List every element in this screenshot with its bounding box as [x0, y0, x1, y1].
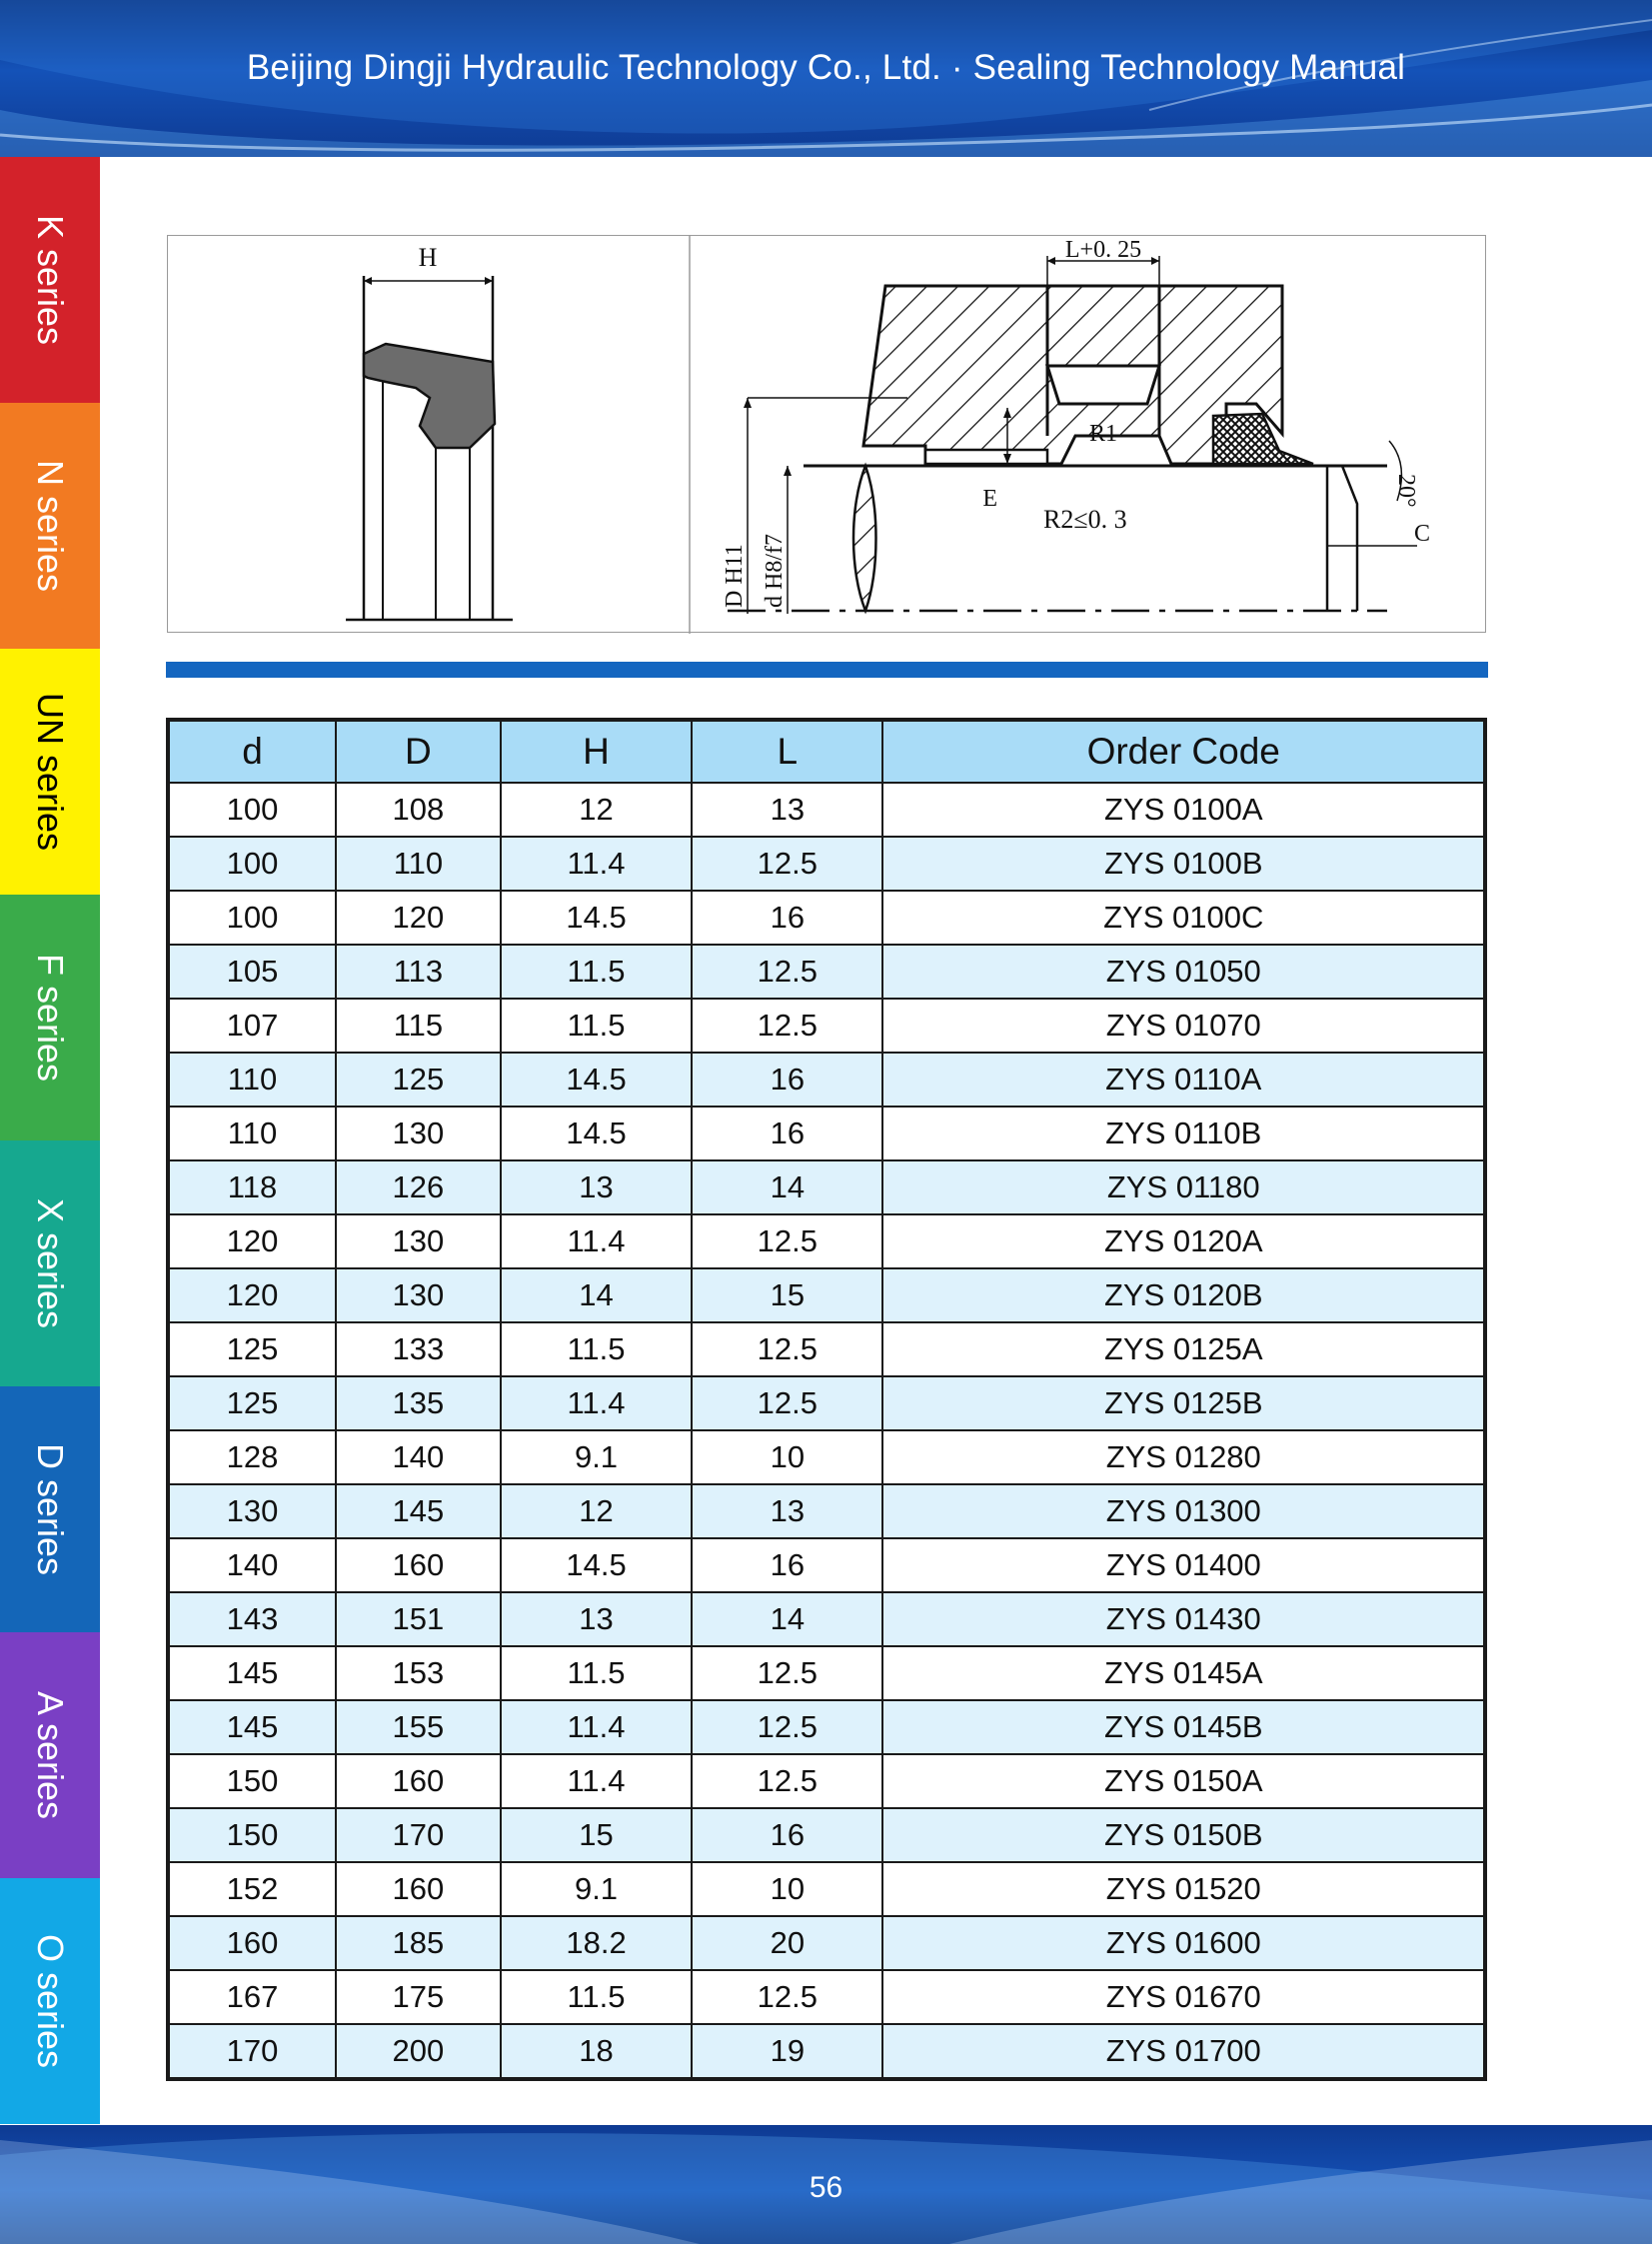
table-row: [168, 1053, 1485, 1107]
table-row: [168, 1808, 1485, 1862]
table-cell: 12: [501, 783, 692, 837]
side-tab-label: D series: [30, 1442, 71, 1576]
table-cell: ZYS 0150B: [882, 1808, 1485, 1862]
table-cell: 170: [168, 2024, 336, 2079]
table-cell: ZYS 01070: [882, 999, 1485, 1053]
table-cell: 11.5: [501, 1322, 692, 1376]
table-cell: 120: [168, 1268, 336, 1322]
size-specification-table: [166, 718, 1487, 2081]
table-cell: 125: [336, 1053, 501, 1107]
table-cell: 113: [336, 945, 501, 999]
table-cell: 153: [336, 1646, 501, 1700]
page-number: 56: [809, 2171, 843, 2204]
table-cell: ZYS 0125B: [882, 1376, 1485, 1430]
table-cell: 167: [168, 1970, 336, 2024]
table-cell: 16: [692, 1538, 882, 1592]
table-cell: 200: [336, 2024, 501, 2079]
table-cell: 130: [336, 1107, 501, 1160]
table-cell: 110: [168, 1053, 336, 1107]
table-cell: 108: [336, 783, 501, 837]
table-row: [168, 1322, 1485, 1376]
table-cell: 145: [168, 1700, 336, 1754]
table-cell: 160: [168, 1916, 336, 1970]
table-row: [168, 1214, 1485, 1268]
column-header-order-code: Order Code: [882, 720, 1485, 783]
table-cell: 11.4: [501, 1376, 692, 1430]
table-cell: 13: [501, 1592, 692, 1646]
table-cell: 12.5: [692, 945, 882, 999]
label-radius2: R2≤0. 3: [1043, 505, 1127, 534]
label-groove-length: L+0. 25: [1064, 237, 1142, 263]
table-cell: 128: [168, 1430, 336, 1484]
seal-profile: [346, 243, 513, 621]
side-tab-k-series[interactable]: [0, 157, 100, 403]
table-cell: 125: [168, 1376, 336, 1430]
side-tab-o-series[interactable]: [0, 1878, 100, 2124]
drawing-svg: [168, 236, 1487, 634]
table-cell: 126: [336, 1160, 501, 1214]
table-cell: ZYS 01700: [882, 2024, 1485, 2079]
table-row: [168, 1592, 1485, 1646]
table-cell: 10: [692, 1862, 882, 1916]
table-cell: ZYS 0145B: [882, 1700, 1485, 1754]
table-cell: 18: [501, 2024, 692, 2079]
table-cell: ZYS 0100A: [882, 783, 1485, 837]
table-row: [168, 1754, 1485, 1808]
table-cell: 13: [692, 783, 882, 837]
side-tab-un-series[interactable]: [0, 649, 100, 895]
side-tab-label: F series: [30, 953, 71, 1083]
table-row: [168, 1916, 1485, 1970]
table-row: [168, 945, 1485, 999]
table-cell: 118: [168, 1160, 336, 1214]
table-cell: ZYS 0125A: [882, 1322, 1485, 1376]
table-row: [168, 1376, 1485, 1430]
table-cell: ZYS 0110A: [882, 1053, 1485, 1107]
table-cell: ZYS 0120B: [882, 1268, 1485, 1322]
table-cell: 125: [168, 1322, 336, 1376]
table-cell: 105: [168, 945, 336, 999]
table-cell: 11.5: [501, 1646, 692, 1700]
column-header-H: H: [501, 720, 692, 783]
side-tab-d-series[interactable]: [0, 1386, 100, 1632]
side-tab-label: UN series: [30, 692, 71, 852]
table-cell: 12.5: [692, 1700, 882, 1754]
table-cell: 12: [501, 1484, 692, 1538]
page-header: [0, 0, 1652, 157]
label-height: H: [418, 243, 438, 272]
seal-groove-drawing: [167, 235, 1486, 633]
side-tab-label: K series: [30, 214, 72, 346]
table-row: [168, 1160, 1485, 1214]
table-cell: 120: [168, 1214, 336, 1268]
table-cell: 130: [168, 1484, 336, 1538]
table-cell: 11.4: [501, 837, 692, 891]
table-cell: 9.1: [501, 1430, 692, 1484]
table-cell: 11.5: [501, 945, 692, 999]
table-cell: 115: [336, 999, 501, 1053]
table-row: [168, 837, 1485, 891]
table-cell: 11.4: [501, 1700, 692, 1754]
table-cell: 9.1: [501, 1862, 692, 1916]
table-cell: 11.5: [501, 999, 692, 1053]
table-cell: 14.5: [501, 1053, 692, 1107]
label-angle: 20°: [1393, 474, 1419, 508]
table-cell: ZYS 01400: [882, 1538, 1485, 1592]
table-row: [168, 1646, 1485, 1700]
table-cell: 16: [692, 1053, 882, 1107]
table-cell: 12.5: [692, 999, 882, 1053]
table-cell: 151: [336, 1592, 501, 1646]
table-cell: 160: [336, 1538, 501, 1592]
table-cell: ZYS 0150A: [882, 1754, 1485, 1808]
series-side-tabs: [0, 157, 100, 2124]
table-row: [168, 1862, 1485, 1916]
table-row: [168, 1484, 1485, 1538]
section-divider-bar: [166, 662, 1488, 678]
table-body: [168, 783, 1485, 2079]
side-tab-label: O series: [30, 1933, 72, 2069]
column-header-L: L: [692, 720, 882, 783]
table-cell: 150: [168, 1808, 336, 1862]
table-row: [168, 783, 1485, 837]
column-header-d: d: [168, 720, 336, 783]
table-cell: 16: [692, 1808, 882, 1862]
table-cell: 150: [168, 1754, 336, 1808]
table-row: [168, 999, 1485, 1053]
table-header-row: [168, 720, 1485, 783]
table-row: [168, 1700, 1485, 1754]
table-cell: 16: [692, 1107, 882, 1160]
table-cell: 143: [168, 1592, 336, 1646]
table-cell: 12.5: [692, 1754, 882, 1808]
table-cell: 155: [336, 1700, 501, 1754]
table-cell: 19: [692, 2024, 882, 2079]
table-cell: ZYS 01520: [882, 1862, 1485, 1916]
table-cell: 12.5: [692, 1970, 882, 2024]
table-cell: ZYS 0110B: [882, 1107, 1485, 1160]
table-cell: 12.5: [692, 1322, 882, 1376]
table-cell: 14.5: [501, 1538, 692, 1592]
table-cell: 185: [336, 1916, 501, 1970]
header-title: Beijing Dingji Hydraulic Technology Co., Ltd. · Sealing Technology Manual: [246, 48, 1406, 87]
table-cell: 120: [336, 891, 501, 945]
table-cell: 160: [336, 1862, 501, 1916]
side-tab-label: N series: [30, 459, 71, 593]
side-tab-f-series[interactable]: [0, 895, 100, 1140]
table-cell: 14.5: [501, 1107, 692, 1160]
label-bore: D H11: [722, 544, 748, 608]
table-cell: ZYS 0120A: [882, 1214, 1485, 1268]
table-cell: 140: [168, 1538, 336, 1592]
table-cell: 16: [692, 891, 882, 945]
table-row: [168, 1538, 1485, 1592]
table-cell: 140: [336, 1430, 501, 1484]
table-cell: 145: [336, 1484, 501, 1538]
table-cell: ZYS 01430: [882, 1592, 1485, 1646]
table-cell: 13: [501, 1160, 692, 1214]
table-row: [168, 891, 1485, 945]
table-cell: 135: [336, 1376, 501, 1430]
table-cell: 13: [692, 1484, 882, 1538]
page-footer: [0, 2125, 1652, 2244]
table-cell: 130: [336, 1268, 501, 1322]
side-tab-label: X series: [30, 1197, 72, 1329]
side-tab-label: A series: [30, 1690, 71, 1820]
table-cell: 14: [692, 1160, 882, 1214]
table-cell: 110: [168, 1107, 336, 1160]
table-row: [168, 2024, 1485, 2079]
table-cell: ZYS 0145A: [882, 1646, 1485, 1700]
table-cell: ZYS 01050: [882, 945, 1485, 999]
label-radius1: R1: [1089, 421, 1118, 447]
table-cell: ZYS 0100C: [882, 891, 1485, 945]
table-row: [168, 1970, 1485, 2024]
table-cell: 14: [692, 1592, 882, 1646]
table-cell: 12.5: [692, 837, 882, 891]
table-cell: 170: [336, 1808, 501, 1862]
table-row: [168, 1430, 1485, 1484]
table-row: [168, 1268, 1485, 1322]
side-tab-n-series[interactable]: [0, 403, 100, 649]
table-cell: 10: [692, 1430, 882, 1484]
table-cell: 14: [501, 1268, 692, 1322]
table-cell: 152: [168, 1862, 336, 1916]
table-row: [168, 1107, 1485, 1160]
table-cell: 100: [168, 783, 336, 837]
table-cell: ZYS 01300: [882, 1484, 1485, 1538]
table-cell: 12.5: [692, 1214, 882, 1268]
table-cell: 133: [336, 1322, 501, 1376]
table-cell: 145: [168, 1646, 336, 1700]
table-cell: 130: [336, 1214, 501, 1268]
table-cell: 100: [168, 891, 336, 945]
table-cell: 12.5: [692, 1646, 882, 1700]
label-chamfer: C: [1414, 521, 1431, 547]
table-cell: ZYS 01180: [882, 1160, 1485, 1214]
table-cell: 12.5: [692, 1376, 882, 1430]
table-cell: 11.5: [501, 1970, 692, 2024]
table-cell: 18.2: [501, 1916, 692, 1970]
table-cell: 11.4: [501, 1214, 692, 1268]
table-cell: 14.5: [501, 891, 692, 945]
side-tab-a-series[interactable]: [0, 1632, 100, 1878]
table-cell: ZYS 01280: [882, 1430, 1485, 1484]
table-cell: 100: [168, 837, 336, 891]
label-depth: E: [982, 486, 997, 512]
groove-section: [722, 237, 1430, 614]
table-cell: ZYS 01670: [882, 1970, 1485, 2024]
table-cell: ZYS 0100B: [882, 837, 1485, 891]
label-rod: d H8/f7: [762, 534, 788, 608]
table-cell: 15: [501, 1808, 692, 1862]
table-cell: 20: [692, 1916, 882, 1970]
table-cell: 160: [336, 1754, 501, 1808]
table-cell: 15: [692, 1268, 882, 1322]
table-cell: 107: [168, 999, 336, 1053]
table-cell: 175: [336, 1970, 501, 2024]
table-cell: ZYS 01600: [882, 1916, 1485, 1970]
table-cell: 110: [336, 837, 501, 891]
side-tab-x-series[interactable]: [0, 1140, 100, 1386]
column-header-D: D: [336, 720, 501, 783]
table-cell: 11.4: [501, 1754, 692, 1808]
